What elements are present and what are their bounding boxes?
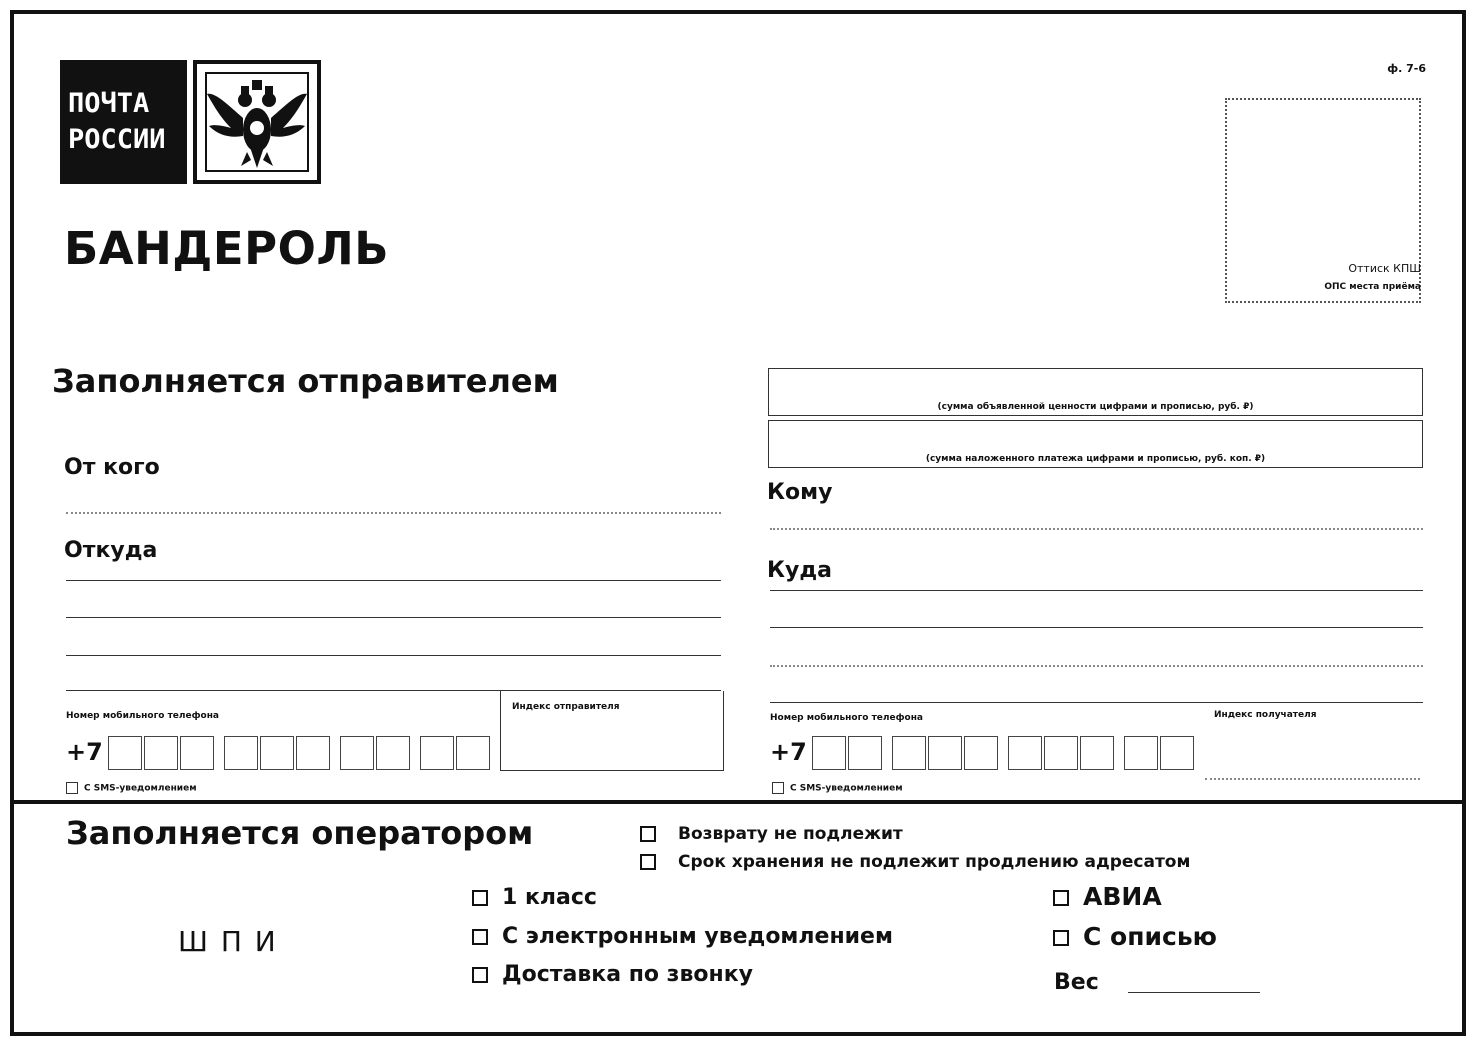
recipient-phone-cells[interactable] <box>812 736 1196 770</box>
first-class-option[interactable] <box>472 885 597 910</box>
sender-section-title: Заполняется отправителем <box>52 362 559 400</box>
sender-phone-cells[interactable] <box>108 736 492 770</box>
to-where-line-2[interactable] <box>770 627 1423 628</box>
call-delivery-label: Доставка по звонку <box>502 962 753 987</box>
sender-sms-checkbox[interactable] <box>66 782 78 794</box>
weight-label: Вес <box>1054 970 1099 995</box>
spi-label: Ш П И <box>178 925 278 958</box>
cod-amount-field[interactable] <box>768 420 1423 468</box>
double-headed-eagle-icon <box>193 60 321 184</box>
avia-label: АВИА <box>1083 882 1162 911</box>
operator-section-title: Заполняется оператором <box>66 814 534 852</box>
to-field[interactable] <box>770 528 1423 530</box>
form-code: ф. 7-6 <box>1387 62 1426 75</box>
no-extend-option[interactable] <box>640 852 1190 872</box>
recipient-sms-checkbox[interactable] <box>772 782 784 794</box>
from-where-line-1[interactable] <box>66 580 721 581</box>
call-delivery-checkbox[interactable] <box>472 967 488 983</box>
avia-option[interactable] <box>1053 882 1162 911</box>
cod-amount-caption: (сумма наложенного платежа цифрами и прописью, руб. коп. ₽) <box>925 454 1266 464</box>
e-notice-label: С электронным уведомлением <box>502 924 893 949</box>
to-where-line-4[interactable] <box>770 702 1423 703</box>
sender-sms-option[interactable] <box>66 782 197 794</box>
logo-line-1: ПОЧТА <box>68 88 150 119</box>
section-divider <box>10 800 1466 804</box>
declared-value-caption: (сумма объявленной ценности цифрами и прописью, руб. ₽) <box>937 402 1254 412</box>
sender-index-label: Индекс отправителя <box>512 702 620 712</box>
stamp-label-1: Оттиск КПШ <box>1348 262 1421 275</box>
form-title: БАНДЕРОЛЬ <box>64 222 390 275</box>
no-return-label: Возврату не подлежит <box>678 824 903 844</box>
recipient-index-label: Индекс получателя <box>1214 710 1317 720</box>
e-notice-option[interactable] <box>472 924 893 949</box>
inventory-option[interactable] <box>1053 922 1217 951</box>
avia-checkbox[interactable] <box>1053 890 1069 906</box>
first-class-label: 1 класс <box>502 885 597 910</box>
weight-field[interactable] <box>1128 992 1260 993</box>
from-where-label: Откуда <box>64 538 158 563</box>
stamp-label-2: ОПС места приёма <box>1324 282 1421 292</box>
no-return-option[interactable] <box>640 824 903 844</box>
to-where-line-1[interactable] <box>770 590 1423 591</box>
logo-line-2: РОССИИ <box>68 124 166 155</box>
recipient-sms-option[interactable] <box>772 782 903 794</box>
e-notice-checkbox[interactable] <box>472 929 488 945</box>
from-where-line-3[interactable] <box>66 655 721 656</box>
from-label: От кого <box>64 455 160 480</box>
inventory-label: С описью <box>1083 922 1217 951</box>
to-label: Кому <box>767 480 833 505</box>
to-where-label: Куда <box>767 558 832 583</box>
russian-post-logo <box>60 60 187 184</box>
to-where-line-3[interactable] <box>770 665 1423 667</box>
sender-phone-label: Номер мобильного телефона <box>66 711 220 721</box>
recipient-index-field[interactable] <box>1205 778 1420 780</box>
declared-value-field[interactable] <box>768 368 1423 416</box>
recipient-phone-label: Номер мобильного телефона <box>770 713 924 723</box>
no-return-checkbox[interactable] <box>640 826 656 842</box>
inventory-checkbox[interactable] <box>1053 930 1069 946</box>
first-class-checkbox[interactable] <box>472 890 488 906</box>
recipient-sms-label: С SMS-уведомлением <box>790 783 903 794</box>
no-extend-checkbox[interactable] <box>640 854 656 870</box>
from-where-line-2[interactable] <box>66 617 721 618</box>
recipient-phone-prefix: +7 <box>770 738 807 766</box>
no-extend-label: Срок хранения не подлежит продлению адресатом <box>678 852 1191 872</box>
from-field[interactable] <box>66 512 721 514</box>
sender-phone-prefix: +7 <box>66 738 103 766</box>
call-delivery-option[interactable] <box>472 962 753 987</box>
sender-sms-label: С SMS-уведомлением <box>84 783 197 794</box>
